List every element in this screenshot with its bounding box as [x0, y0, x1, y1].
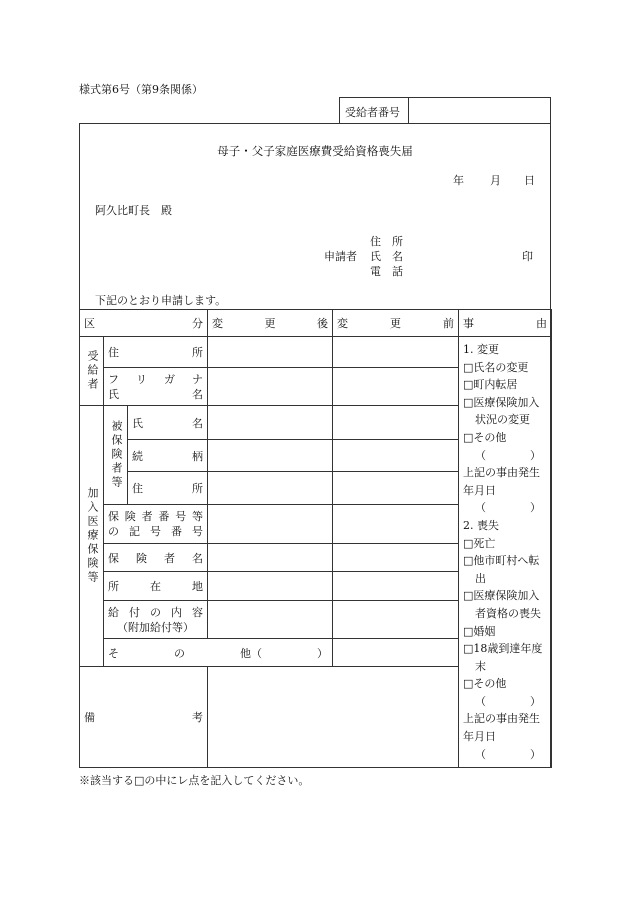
header-reason: 事 由 [463, 317, 548, 330]
recipient-name-before[interactable] [333, 368, 459, 406]
insurer-after[interactable] [208, 544, 333, 572]
reason-item: 1. 変更 [463, 343, 500, 356]
reason-item: （ ） [475, 747, 542, 761]
reason-item[interactable]: □町内転居 [463, 378, 518, 392]
reason-item[interactable]: □死亡 [463, 536, 496, 550]
reason-item: 上記の事由発生 [463, 712, 541, 726]
reason-item[interactable]: □医療保険加入 [463, 395, 540, 409]
insured-name-after[interactable] [208, 406, 333, 440]
form-table [79, 309, 552, 768]
row-address-label: 住 所 [108, 346, 204, 359]
row-name-label: 氏 名 [108, 387, 204, 401]
location-before[interactable] [333, 572, 459, 601]
location-after[interactable] [208, 572, 333, 601]
reason-item[interactable]: □婚姻 [463, 624, 496, 638]
benefit-before[interactable] [333, 601, 459, 639]
row-insurance-number-label: 保 険 者 番 号 等 [108, 510, 203, 524]
header-after: 変 更 後 [212, 317, 329, 330]
other-after[interactable] [333, 639, 459, 667]
reason-item: （ ） [475, 448, 542, 462]
reason-item[interactable]: □18歳到達年度 [463, 642, 543, 656]
reason-item: 年月日 [463, 483, 497, 497]
recipient-address-before[interactable] [333, 337, 459, 368]
reason-item[interactable]: □他市町村へ転 [463, 554, 540, 568]
reason-item: （ ） [475, 694, 542, 708]
recipient-name-after[interactable] [208, 368, 333, 406]
applicant-label: 申請者 [324, 250, 357, 263]
header-category: 区 分 [84, 317, 204, 330]
insurer-before[interactable] [333, 544, 459, 572]
insured-name-before[interactable] [333, 406, 459, 440]
statement: 下記のとおり申請します。 [95, 294, 227, 307]
row-insurance-symbol-label: の 記 号 番 号 [108, 525, 203, 539]
reason-item: 年月日 [463, 730, 497, 744]
row-remarks-label: 備 考 [84, 711, 204, 725]
row-relationship-label: 続 柄 [132, 449, 204, 463]
recipient-address-after[interactable] [208, 337, 333, 368]
reason-item: 状況の変更 [475, 413, 531, 427]
footnote: ※該当する□の中にレ点を記入してください。 [79, 774, 310, 787]
reason-item[interactable]: □医療保険加入 [463, 589, 540, 603]
recipient-number-label: 受給者番号 [345, 106, 400, 119]
date-month: 月 [490, 174, 501, 187]
insurance-number-after[interactable] [208, 505, 333, 544]
addressee: 阿久比町長 殿 [95, 204, 172, 217]
reason-item: （ ） [475, 501, 542, 515]
row-furigana-label: フ リ ガ ナ [108, 372, 203, 386]
reason-item: 末 [475, 659, 487, 673]
form-number: 様式第6号（第9条関係） [79, 83, 203, 96]
row-insurer-label: 保 険 者 名 [108, 551, 203, 565]
applicant-address-label: 住 所 [370, 235, 403, 248]
row-benefit-label: 給 付 の 内 容 [108, 605, 203, 619]
insured-address-before[interactable] [333, 472, 459, 505]
row-other-label: そ の 他（ ） [108, 646, 328, 660]
date-day: 日 [524, 174, 535, 187]
header-before: 変 更 前 [337, 317, 455, 330]
reason-item: 者資格の喪失 [475, 606, 542, 620]
reason-item: 出 [475, 571, 487, 585]
reason-item[interactable]: □氏名の変更 [463, 360, 529, 374]
row-insured-address-label: 住 所 [132, 482, 204, 496]
form-title: 母子・父子家庭医療費受給資格喪失届 [217, 144, 413, 158]
recipient-number-box [339, 97, 551, 124]
date-year: 年 [453, 174, 464, 187]
insured-address-after[interactable] [208, 472, 333, 505]
reason-item: 2. 喪失 [463, 518, 500, 532]
relationship-after[interactable] [208, 440, 333, 472]
reason-item[interactable]: □その他 [463, 677, 507, 691]
reason-item[interactable]: □その他 [463, 430, 507, 444]
section-insured: 被保険者等 [110, 420, 123, 491]
row-benefit-sublabel: （附加給付等） [117, 620, 194, 634]
row-location-label: 所 在 地 [108, 580, 203, 594]
applicant-phone-label: 電 話 [370, 265, 403, 278]
reason-column [459, 337, 552, 768]
section-recipient: 受給者 [86, 350, 99, 392]
remarks-field[interactable] [208, 667, 459, 768]
seal-mark: 印 [522, 250, 533, 263]
insurance-number-before[interactable] [333, 505, 459, 544]
relationship-before[interactable] [333, 440, 459, 472]
row-insured-name-label: 氏 名 [132, 416, 204, 430]
reason-item: 上記の事由発生 [463, 466, 541, 480]
benefit-after[interactable] [208, 601, 333, 639]
section-insurance: 加入医療保険等 [86, 487, 99, 586]
applicant-name-label: 氏 名 [370, 250, 403, 263]
